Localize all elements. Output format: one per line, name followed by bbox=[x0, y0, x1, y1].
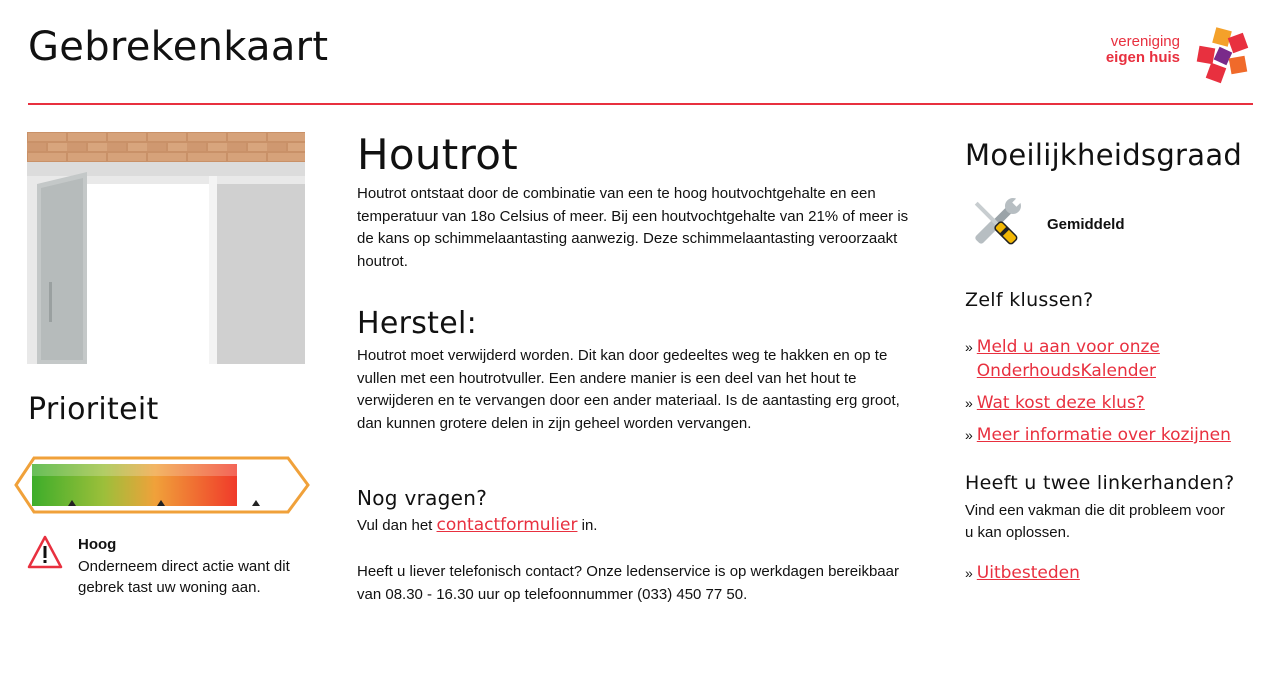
difficulty-value: Gemiddeld bbox=[1047, 216, 1125, 233]
bullet: » bbox=[965, 427, 973, 443]
diy-links bbox=[965, 335, 1265, 455]
questions-line bbox=[357, 514, 917, 538]
priority-title: Prioriteit bbox=[28, 392, 159, 427]
warning-icon bbox=[27, 535, 63, 569]
logo-text bbox=[1106, 34, 1180, 66]
header-divider bbox=[28, 103, 1253, 105]
diy-title: Zelf klussen? bbox=[965, 289, 1094, 311]
phone-text: Heeft u liever telefonisch contact? Onze ledenservice is op werkdagen bereikbaar van 08.30 - 16.30 uur op telefoonnummer (033) 450 77 50. bbox=[357, 563, 899, 603]
klus-kosten-link[interactable]: Wat kost deze klus? bbox=[976, 393, 1145, 413]
tools-icon bbox=[966, 193, 1026, 253]
page-header bbox=[0, 0, 1280, 105]
link-label: Meld u aan voor onze OnderhoudsKalender bbox=[976, 337, 1160, 381]
hire-title: Heeft u twee linkerhanden? bbox=[965, 472, 1235, 494]
repair-title: Herstel: bbox=[357, 306, 478, 341]
defect-title: Houtrot bbox=[357, 130, 518, 179]
difficulty-title: Moeilijkheidsgraad bbox=[965, 138, 1243, 172]
logo-mark-icon bbox=[1194, 27, 1252, 85]
questions-prefix: Vul dan het bbox=[357, 517, 433, 534]
priority-meter bbox=[12, 452, 312, 518]
bullet: » bbox=[965, 395, 973, 411]
bullet: » bbox=[965, 339, 973, 355]
priority-level: Hoog bbox=[78, 536, 117, 553]
list-item bbox=[965, 391, 1265, 415]
logo-line-2: eigen huis bbox=[1105, 49, 1180, 66]
contactform-link[interactable]: contactformulier bbox=[436, 515, 578, 535]
questions-title: Nog vragen? bbox=[357, 486, 488, 510]
priority-description: Onderneem direct actie want dit gebrek tast uw woning aan. bbox=[78, 558, 290, 596]
vereniging-eigen-huis-logo[interactable] bbox=[1092, 27, 1252, 87]
repair-text: Houtrot moet verwijderd worden. Dit kan door gedeeltes weg te hakken en op te vullen met een houtrotvuller. Een andere manier is een deel van het hout te verwijderen en te vervangen door een ander materiaal. Is de aantasting erg groot, dan kunnen grotere delen in zijn geheel worden vervangen. bbox=[357, 347, 900, 432]
hire-text: Vind een vakman die dit probleem voor u kan oplossen. bbox=[965, 502, 1225, 541]
onderhoudskalender-link[interactable] bbox=[977, 335, 1167, 383]
kozijnen-info-link[interactable]: Meer informatie over kozijnen bbox=[976, 425, 1231, 445]
uitbesteden-link[interactable]: Uitbesteden bbox=[976, 563, 1080, 583]
logo-line-1: vereniging bbox=[1110, 33, 1180, 50]
questions-suffix: in. bbox=[581, 517, 598, 534]
hire-link-row bbox=[965, 563, 1265, 583]
page-title: Gebrekenkaart bbox=[28, 24, 329, 70]
bullet: » bbox=[965, 565, 973, 581]
list-item bbox=[965, 423, 1265, 447]
defect-photo bbox=[27, 132, 305, 364]
defect-intro: Houtrot ontstaat door de combinatie van een te hoog houtvochtgehalte en een temperatuur van 18o Celsius of meer. Bij een houtvochtgehalte van 21% of meer is de kans op schimmelaantasting aanwezig. Deze schimmelaantasting veroorzaakt houtrot. bbox=[357, 185, 909, 270]
list-item bbox=[965, 335, 1265, 383]
